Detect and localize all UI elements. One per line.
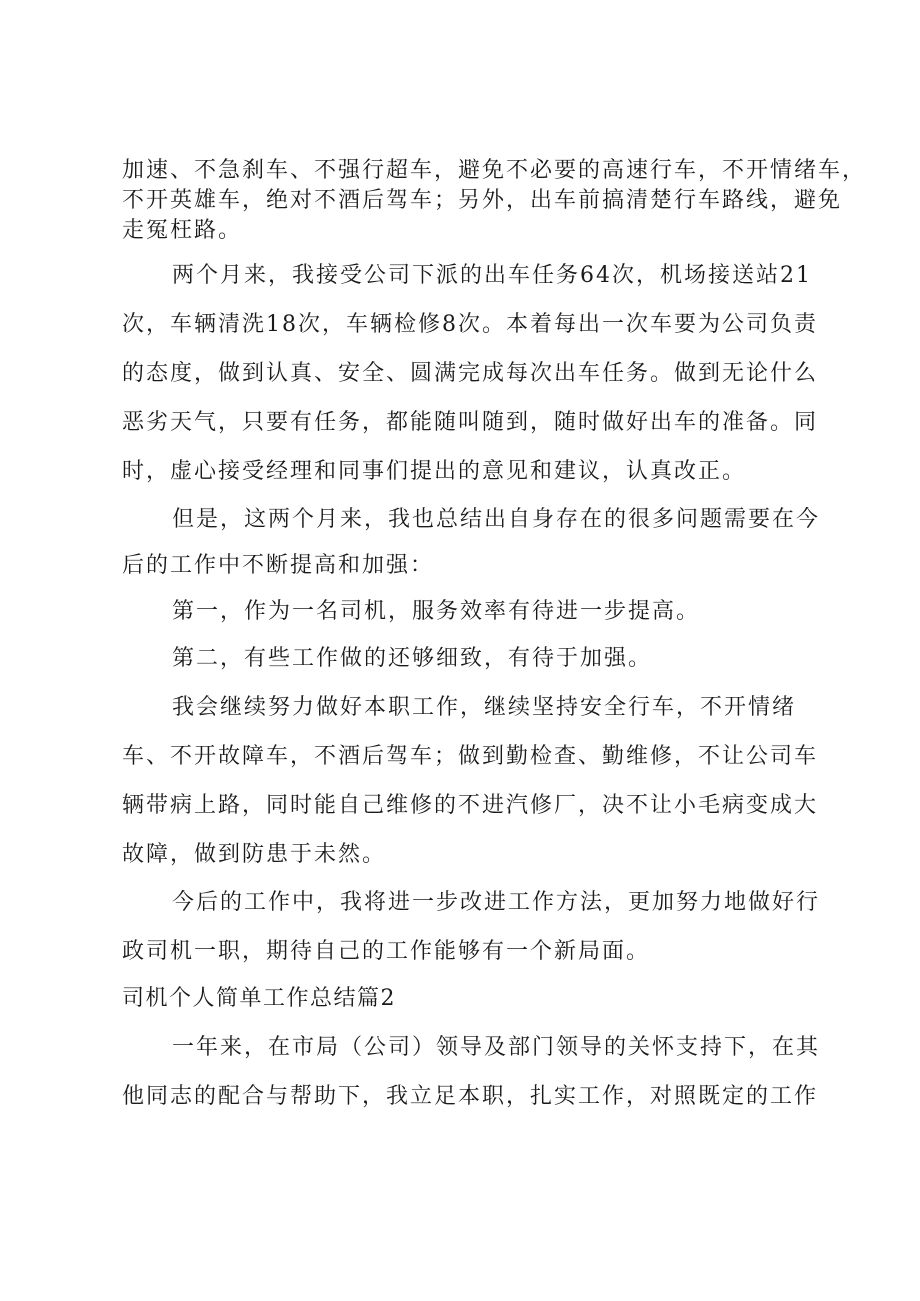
paragraph-line: 第一，作为一名司机，服务效率有待进一步提高。 [172, 599, 701, 624]
paragraph-line: 车、不开故障车，不酒后驾车；做到勤检查、勤维修，不让公司车 [122, 744, 819, 769]
paragraph-line: 恶劣天气，只要有任务，都能随叫随到，随时做好出车的准备。同 [122, 410, 819, 435]
paragraph-line: 走冤枉路。 [122, 218, 243, 243]
paragraph-line: 但是，这两个月来，我也总结出自身存在的很多问题需要在今 [172, 507, 821, 532]
paragraph-line: 第二，有些工作做的还够细致，有待于加强。 [172, 646, 653, 671]
paragraph-line: 政司机一职，期待自己的工作能够有一个新局面。 [122, 939, 651, 964]
section-heading: 司机个人简单工作总结篇2 [122, 986, 396, 1011]
paragraph-line: 次，车辆清洗18次，车辆检修8次。本着每出一次车要为公司负责 [122, 312, 818, 337]
paragraph-line: 时，虚心接受经理和同事们提出的意见和建议，认真改正。 [122, 459, 747, 484]
paragraph-line: 两个月来，我接受公司下派的出车任务64次，机场接送站21 [172, 263, 812, 288]
paragraph-line: 的态度，做到认真、安全、圆满完成每次出车任务。做到无论什么 [122, 361, 819, 386]
paragraph-line: 故障，做到防患于未然。 [122, 842, 387, 867]
paragraph-line: 辆带病上路，同时能自己维修的不进汽修厂，决不让小毛病变成大 [122, 793, 819, 818]
paragraph-line: 一年来，在市局（公司）领导及部门领导的关怀支持下，在其 [172, 1035, 821, 1060]
paragraph-line: 后的工作中不断提高和加强： [122, 553, 435, 578]
paragraph-line: 加速、不急刹车、不强行超车，避免不必要的高速行车，不开情绪车， [122, 158, 867, 183]
paragraph-line: 今后的工作中，我将进一步改进工作方法，更加努力地做好行 [172, 890, 821, 915]
paragraph-line: 我会继续努力做好本职工作，继续坚持安全行车，不开情绪 [172, 695, 797, 720]
paragraph-line: 他同志的配合与帮助下，我立足本职，扎实工作，对照既定的工作 [122, 1084, 819, 1109]
paragraph-line: 不开英雄车，绝对不酒后驾车；另外，出车前搞清楚行车路线，避免 [122, 188, 843, 213]
